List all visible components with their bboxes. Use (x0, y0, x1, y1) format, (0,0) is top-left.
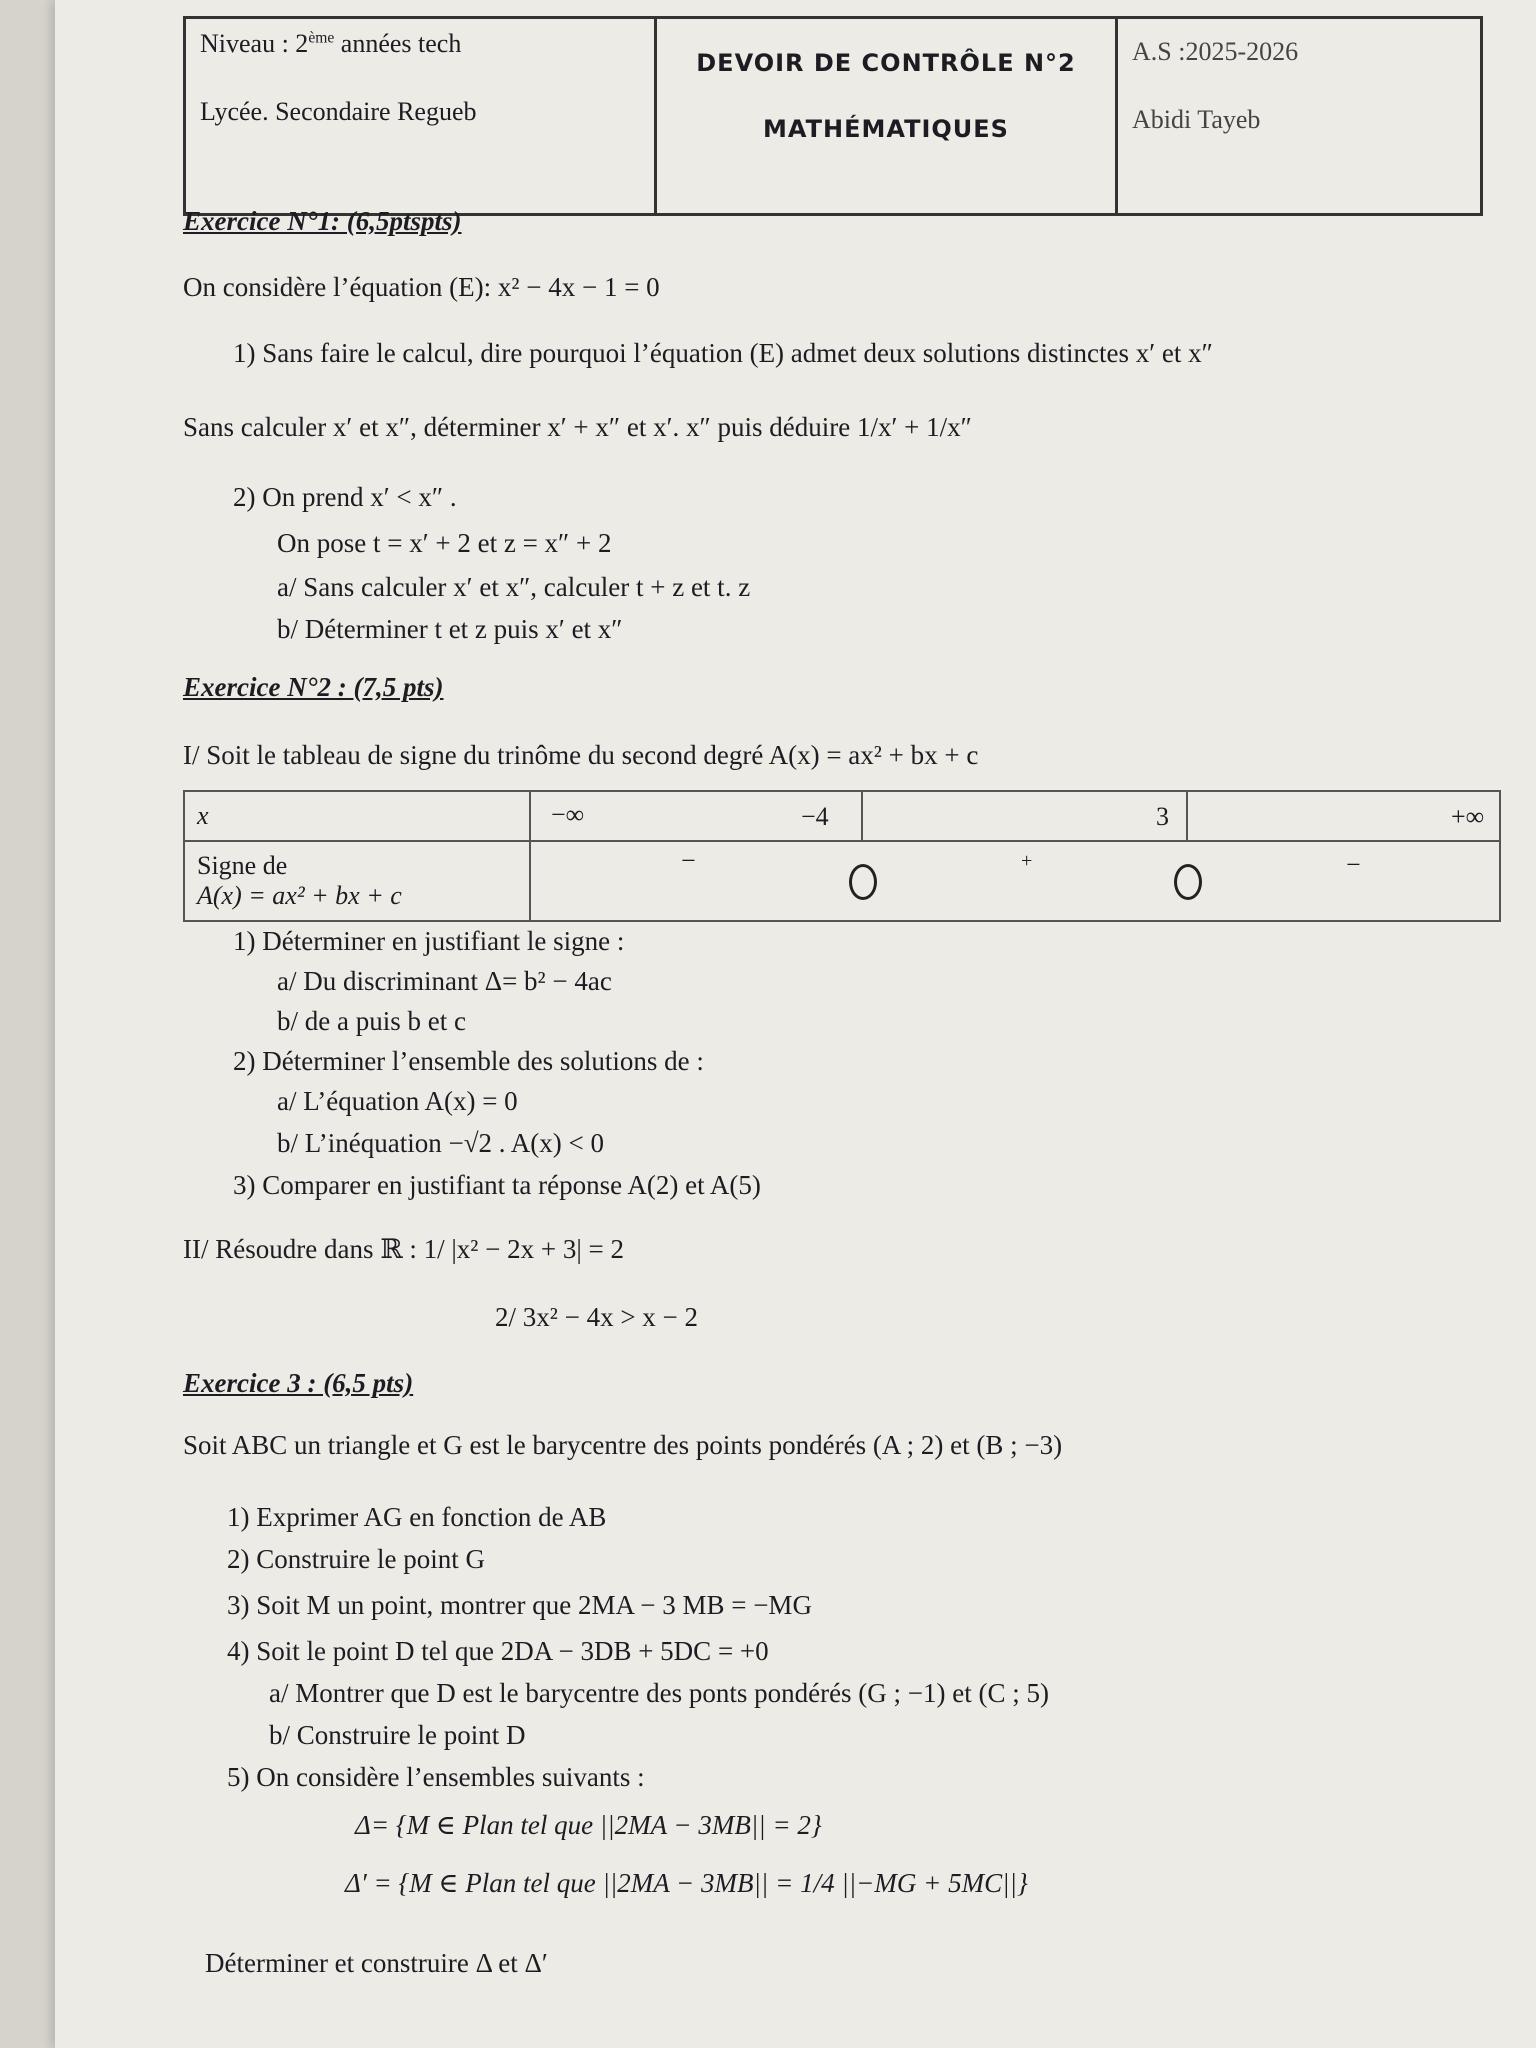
divider-3 (1186, 792, 1188, 842)
prof-name: Abidi Tayeb (1132, 105, 1261, 134)
sign-table-sign-row (530, 841, 1500, 921)
x-value-3: 3 (1156, 802, 1169, 831)
ex3-intro: Soit ABC un triangle et G est le barycentre des points pondérés (A ; 2) et (B ; −3) (183, 1430, 1063, 1460)
ex3-q4b: b/ Construire le point D (269, 1720, 526, 1750)
header-table (183, 16, 1483, 216)
ex3-final-question: Déterminer et construire Δ et Δ′ (205, 1948, 548, 1978)
zero-circle-3 (1174, 864, 1202, 900)
sign-table-x-label (184, 791, 530, 841)
ex2-q1b: b/ de a puis b et c (277, 1006, 466, 1036)
niveau-rest: années tech (334, 29, 462, 58)
ex1-q1b: Sans calculer x′ et x″, déterminer x′ + x″ et x′. x″ puis déduire 1/x′ + 1/x″ (183, 412, 972, 442)
sign-interval-3: − (1346, 850, 1361, 879)
header-center-cell (656, 18, 1117, 215)
ex1-q2a: a/ Sans calculer x′ et x″, calculer t + z et t. z (277, 572, 751, 602)
ex1-q2b: b/ Déterminer t et z puis x′ et x″ (277, 614, 623, 644)
ex2-q2: 2) Déterminer l’ensemble des solutions de : (233, 1046, 704, 1076)
sign-interval-1: − (681, 846, 696, 875)
sign-table-sign-label (184, 841, 530, 921)
ex3-title: Exercice 3 : (6,5 pts) (183, 1368, 414, 1398)
sign-label-line1: Signe de (197, 851, 288, 880)
ex1-title: Exercice N°1: (6,5ptspts) (183, 206, 462, 236)
ex2-intro: I/ Soit le tableau de signe du trinôme du second degré A(x) = ax² + bx + c (183, 740, 979, 770)
header-right-cell (1117, 18, 1482, 215)
niveau-label: Niveau : 2 (200, 29, 309, 58)
divider-minus-4 (861, 792, 863, 842)
ex3-q1: 1) Exprimer AG en fonction de AB (227, 1502, 607, 1532)
annee-scolaire: A.S :2025-2026 (1132, 37, 1299, 66)
lycee-line: Lycée. Secondaire Regueb (200, 97, 477, 126)
ex2-q2a: a/ L’équation A(x) = 0 (277, 1086, 518, 1116)
sign-interval-2: + (1021, 850, 1033, 872)
ex2-q2b: b/ L’inéquation −√2 . A(x) < 0 (277, 1128, 604, 1158)
ex1-q2-pose: On pose t = x′ + 2 et z = x″ + 2 (277, 528, 612, 558)
zero-circle-minus-4 (849, 864, 877, 900)
ex2-q3: 3) Comparer en justifiant ta réponse A(2) et A(5) (233, 1170, 761, 1200)
ex1-intro: On considère l’équation (E): x² − 4x − 1 = 0 (183, 272, 660, 302)
devoir-title: DEVOIR DE CONTRÔLE N°2 (696, 49, 1076, 77)
ex3-q5: 5) On considère l’ensembles suivants : (227, 1762, 645, 1792)
niveau-sup: ème (308, 29, 335, 47)
ex2-II-1: II/ Résoudre dans ℝ : 1/ |x² − 2x + 3| = 2 (183, 1234, 624, 1264)
x-value-minus-inf: −∞ (551, 800, 585, 829)
sign-label-line2: A(x) = ax² + bx + c (197, 881, 402, 910)
x-value-plus-inf: +∞ (1451, 802, 1485, 831)
ex3-q2: 2) Construire le point G (227, 1544, 485, 1574)
exam-sheet (55, 0, 1536, 2048)
ex1-q1a: 1) Sans faire le calcul, dire pourquoi l’équation (E) admet deux solutions distinctes x′ et x″ (233, 338, 1213, 368)
ex1-q2: 2) On prend x′ < x″ . (233, 482, 457, 512)
ex3-delta-set: Δ= {M ∈ Plan tel que ||2MA − 3MB|| = 2} (355, 1810, 822, 1840)
sign-table (183, 790, 1501, 922)
x-value-minus-4: −4 (801, 802, 829, 831)
ex2-q1a: a/ Du discriminant Δ= b² − 4ac (277, 966, 612, 996)
sign-table-x-row (530, 791, 1500, 841)
header-left-cell (185, 18, 656, 215)
ex2-II-2: 2/ 3x² − 4x > x − 2 (495, 1302, 699, 1332)
matiere-title: MATHÉMATIQUES (763, 115, 1009, 143)
x-label: x (197, 801, 209, 830)
ex3-q3: 3) Soit M un point, montrer que 2MA − 3 MB = −MG (227, 1590, 812, 1620)
ex3-q4: 4) Soit le point D tel que 2DA − 3DB + 5DC = +0 (227, 1636, 769, 1666)
niveau-line (200, 29, 640, 59)
ex2-q1: 1) Déterminer en justifiant le signe : (233, 926, 625, 956)
ex3-q4a: a/ Montrer que D est le barycentre des ponts pondérés (G ; −1) et (C ; 5) (269, 1678, 1049, 1708)
ex3-delta-prime-set: Δ′ = {M ∈ Plan tel que ||2MA − 3MB|| = 1/4 ||−MG + 5MC||} (345, 1868, 1028, 1898)
ex2-title: Exercice N°2 : (7,5 pts) (183, 672, 444, 702)
